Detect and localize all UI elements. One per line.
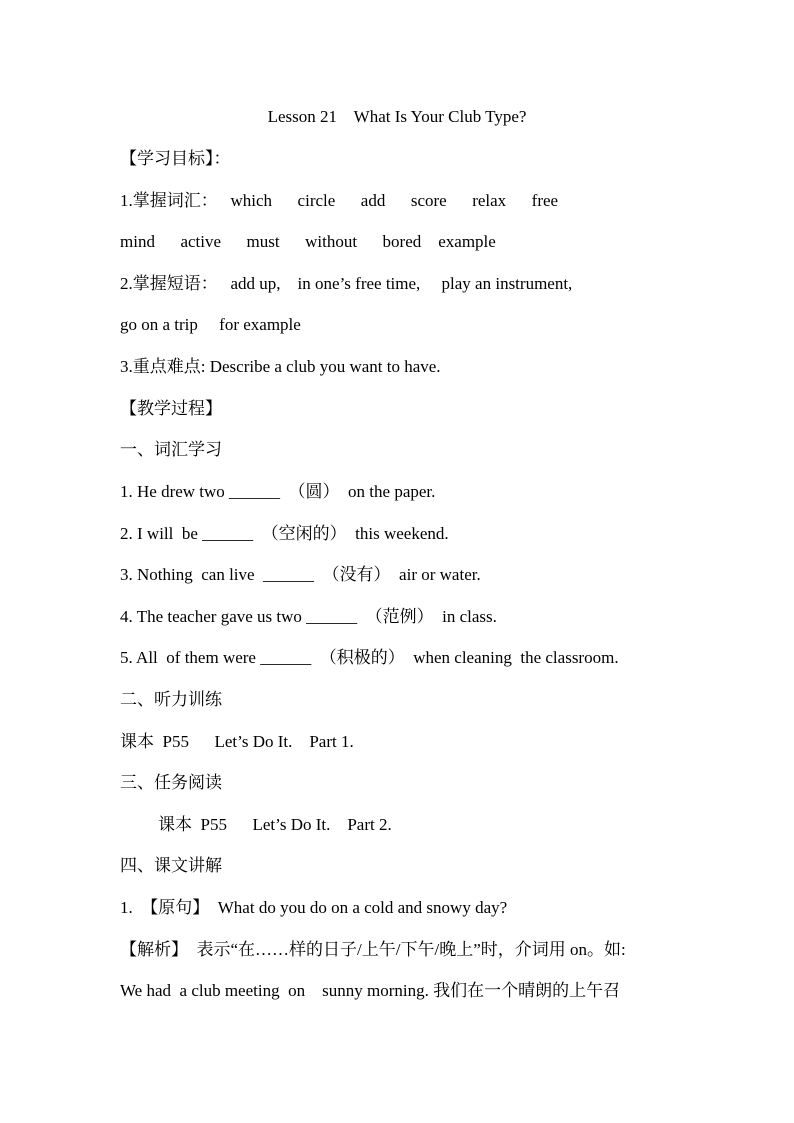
exercise-item: 3. Nothing can live ______ （没有） air or water.	[120, 565, 481, 584]
analysis-line: 【解析】 表示“在……样的日子/上午/下午/晚上”时，介词用 on。如:	[120, 940, 626, 959]
exercise-item: 4. The teacher gave us two ______ （范例） in class.	[120, 607, 497, 626]
section-reading-header: 三、任务阅读	[120, 773, 222, 792]
exercise-item: 5. All of them were ______ （积极的） when cleaning the classroom.	[120, 648, 619, 667]
exercise-item: 1. He drew two ______ （圆） on the paper.	[120, 482, 436, 501]
phrases-line-2: go on a trip for example	[120, 315, 301, 334]
exercise-item: 2. I will be ______ （空闲的） this weekend.	[120, 524, 449, 543]
section-explanation-header: 四、课文讲解	[120, 856, 222, 875]
example-sentence-line: We had a club meeting on sunny morning. 我们在一个晴朗的上午召	[120, 981, 621, 1000]
original-sentence-line: 1. 【原句】 What do you do on a cold and snowy day?	[120, 898, 508, 917]
section-listening-header: 二、听力训练	[120, 690, 222, 709]
phrases-line-1: 2.掌握短语： add up, in one’s free time, play an instrument,	[120, 274, 573, 293]
section-vocabulary-header: 一、词汇学习	[120, 440, 222, 459]
reading-line: 课本 P55 Let’s Do It. Part 2.	[158, 815, 392, 834]
listening-line: 课本 P55 Let’s Do It. Part 1.	[120, 732, 354, 751]
key-point-line: 3.重点难点: Describe a club you want to have.	[120, 357, 441, 376]
process-header: 【教学过程】	[120, 399, 222, 418]
objectives-header: 【学习目标】：	[120, 149, 231, 168]
lesson-title: Lesson 21 What Is Your Club Type?	[267, 107, 527, 126]
vocabulary-line-2: mind active must without bored example	[120, 232, 496, 251]
vocabulary-line-1: 1.掌握词汇： which circle add score relax free	[120, 191, 559, 210]
